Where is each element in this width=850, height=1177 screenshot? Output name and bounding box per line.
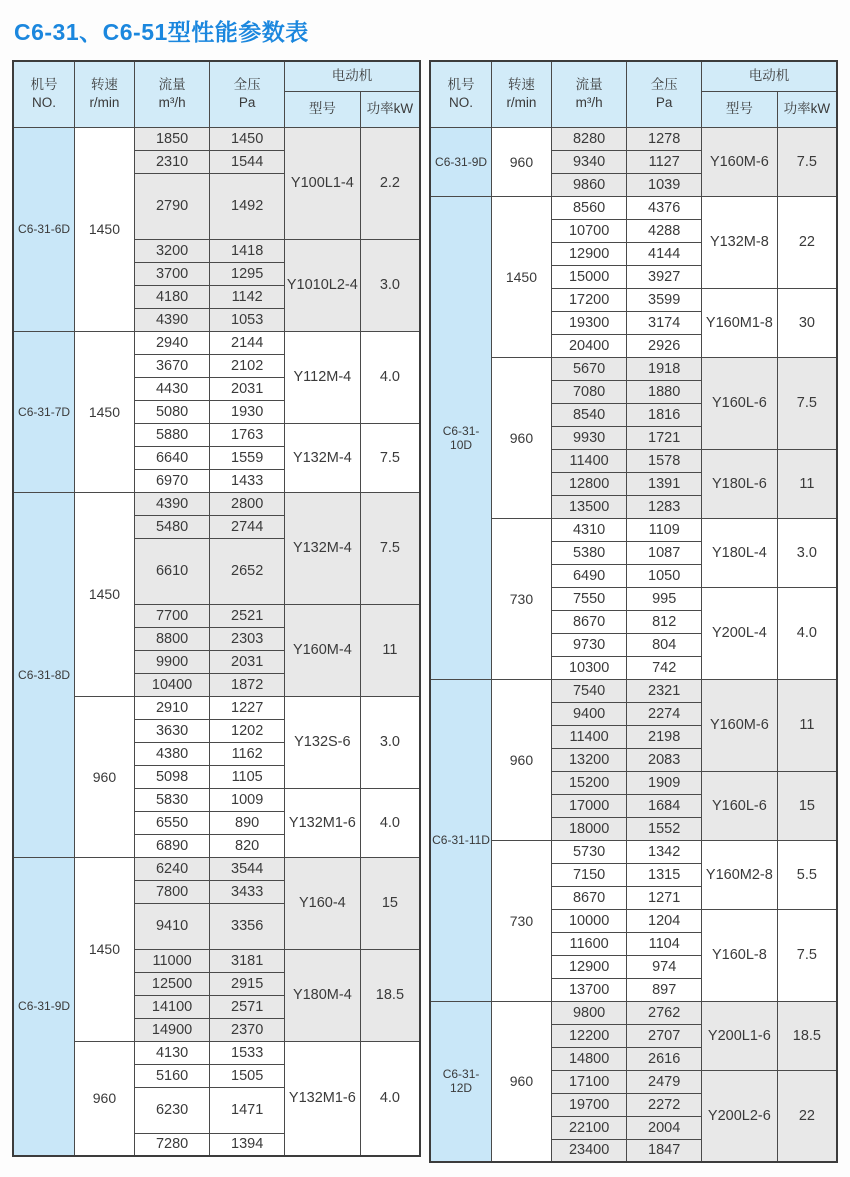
header-pressure: 全压 Pa (627, 61, 702, 127)
motor-model-cell: Y132M-4 (284, 423, 360, 492)
flow-cell: 3630 (134, 719, 210, 742)
power-cell: 11 (777, 679, 837, 771)
flow-cell: 2310 (134, 150, 210, 173)
flow-cell: 11400 (551, 449, 627, 472)
pressure-cell: 1391 (627, 472, 702, 495)
power-cell: 4.0 (777, 587, 837, 679)
pressure-cell: 2004 (627, 1116, 702, 1139)
pressure-cell: 1578 (627, 449, 702, 472)
header-model: 型号 (284, 91, 360, 127)
power-cell: 4.0 (360, 1041, 420, 1156)
motor-model-cell: Y160-4 (284, 857, 360, 949)
flow-cell: 4390 (134, 492, 210, 515)
flow-cell: 6550 (134, 811, 210, 834)
pressure-cell: 1109 (627, 518, 702, 541)
speed-cell: 960 (492, 127, 552, 196)
flow-cell: 6610 (134, 538, 210, 604)
power-cell: 2.2 (360, 127, 420, 239)
motor-model-cell: Y112M-4 (284, 331, 360, 423)
pressure-cell: 1559 (210, 446, 285, 469)
pressure-cell: 897 (627, 978, 702, 1001)
flow-cell: 19700 (551, 1093, 627, 1116)
pressure-cell: 3356 (210, 903, 285, 949)
flow-cell: 8540 (551, 403, 627, 426)
motor-model-cell: Y132S-6 (284, 696, 360, 788)
flow-cell: 5098 (134, 765, 210, 788)
motor-model-cell: Y160M1-8 (701, 288, 777, 357)
pressure-cell: 1127 (627, 150, 702, 173)
pressure-cell: 2321 (627, 679, 702, 702)
flow-cell: 6640 (134, 446, 210, 469)
flow-cell: 2940 (134, 331, 210, 354)
pressure-cell: 2571 (210, 995, 285, 1018)
flow-cell: 4390 (134, 308, 210, 331)
header-no: 机号 NO. (13, 61, 75, 127)
pressure-cell: 2272 (627, 1093, 702, 1116)
pressure-cell: 2652 (210, 538, 285, 604)
pressure-cell: 2479 (627, 1070, 702, 1093)
flow-cell: 1850 (134, 127, 210, 150)
motor-model-cell: Y132M-4 (284, 492, 360, 604)
header-model: 型号 (701, 91, 777, 127)
motor-model-cell: Y180M-4 (284, 949, 360, 1041)
motor-model-cell: Y160L-8 (701, 909, 777, 1001)
flow-cell: 7800 (134, 880, 210, 903)
pressure-cell: 890 (210, 811, 285, 834)
flow-cell: 9800 (551, 1001, 627, 1024)
flow-cell: 9400 (551, 702, 627, 725)
flow-cell: 17100 (551, 1070, 627, 1093)
pressure-cell: 2303 (210, 627, 285, 650)
flow-cell: 17000 (551, 794, 627, 817)
flow-cell: 2910 (134, 696, 210, 719)
flow-cell: 14900 (134, 1018, 210, 1041)
header-power: 功率kW (360, 91, 420, 127)
pressure-cell: 995 (627, 587, 702, 610)
header-flow: 流量 m³/h (551, 61, 627, 127)
flow-cell: 7700 (134, 604, 210, 627)
pressure-cell: 1872 (210, 673, 285, 696)
header-motor: 电动机 (701, 61, 837, 91)
motor-model-cell: Y160L-6 (701, 771, 777, 840)
power-cell: 18.5 (777, 1001, 837, 1070)
flow-cell: 3700 (134, 262, 210, 285)
pressure-cell: 2102 (210, 354, 285, 377)
flow-cell: 7150 (551, 863, 627, 886)
header-pressure: 全压 Pa (210, 61, 285, 127)
speed-cell: 730 (492, 518, 552, 679)
flow-cell: 7080 (551, 380, 627, 403)
power-cell: 15 (360, 857, 420, 949)
flow-cell: 4310 (551, 518, 627, 541)
flow-cell: 18000 (551, 817, 627, 840)
power-cell: 22 (777, 1070, 837, 1162)
power-cell: 18.5 (360, 949, 420, 1041)
pressure-cell: 2198 (627, 725, 702, 748)
flow-cell: 3200 (134, 239, 210, 262)
pressure-cell: 2031 (210, 377, 285, 400)
right-table-slot (429, 60, 838, 1163)
pressure-cell: 742 (627, 656, 702, 679)
speed-cell: 1450 (75, 127, 135, 331)
flow-cell: 4430 (134, 377, 210, 400)
flow-cell: 8280 (551, 127, 627, 150)
pressure-cell: 2707 (627, 1024, 702, 1047)
flow-cell: 15000 (551, 265, 627, 288)
pressure-cell: 820 (210, 834, 285, 857)
pressure-cell: 1552 (627, 817, 702, 840)
machine-no-cell: C6-31-11D (430, 679, 492, 1001)
pressure-cell: 1227 (210, 696, 285, 719)
header-flow: 流量 m³/h (134, 61, 210, 127)
flow-cell: 6490 (551, 564, 627, 587)
pressure-cell: 2083 (627, 748, 702, 771)
flow-cell: 19300 (551, 311, 627, 334)
power-cell: 22 (777, 196, 837, 288)
header-motor: 电动机 (284, 61, 420, 91)
pressure-cell: 2521 (210, 604, 285, 627)
flow-cell: 5670 (551, 357, 627, 380)
power-cell: 11 (360, 604, 420, 696)
header-no: 机号 NO. (430, 61, 492, 127)
motor-model-cell: Y180L-6 (701, 449, 777, 518)
pressure-cell: 1533 (210, 1041, 285, 1064)
flow-cell: 9860 (551, 173, 627, 196)
pressure-cell: 1050 (627, 564, 702, 587)
power-cell: 7.5 (360, 492, 420, 604)
motor-model-cell: Y100L1-4 (284, 127, 360, 239)
pressure-cell: 1271 (627, 886, 702, 909)
pressure-cell: 1295 (210, 262, 285, 285)
motor-model-cell: Y160L-6 (701, 357, 777, 449)
power-cell: 7.5 (777, 357, 837, 449)
speed-cell: 960 (492, 357, 552, 518)
pressure-cell: 2144 (210, 331, 285, 354)
motor-model-cell: Y180L-4 (701, 518, 777, 587)
flow-cell: 2790 (134, 173, 210, 239)
machine-no-cell: C6-31-8D (13, 492, 75, 857)
flow-cell: 9900 (134, 650, 210, 673)
power-cell: 7.5 (777, 127, 837, 196)
pressure-cell: 1162 (210, 742, 285, 765)
page-title: C6-31、C6-51型性能参数表 (14, 19, 309, 45)
motor-model-cell: Y160M-6 (701, 127, 777, 196)
power-cell: 5.5 (777, 840, 837, 909)
motor-model-cell: Y160M-6 (701, 679, 777, 771)
flow-cell: 4180 (134, 285, 210, 308)
power-cell: 4.0 (360, 331, 420, 423)
pressure-cell: 1009 (210, 788, 285, 811)
pressure-cell: 3174 (627, 311, 702, 334)
flow-cell: 20400 (551, 334, 627, 357)
speed-cell: 1450 (492, 196, 552, 357)
pressure-cell: 1909 (627, 771, 702, 794)
pressure-cell: 4376 (627, 196, 702, 219)
flow-cell: 7550 (551, 587, 627, 610)
pressure-cell: 3927 (627, 265, 702, 288)
pressure-cell: 1721 (627, 426, 702, 449)
pressure-cell: 3181 (210, 949, 285, 972)
pressure-cell: 3544 (210, 857, 285, 880)
pressure-cell: 2744 (210, 515, 285, 538)
motor-model-cell: Y200L2-6 (701, 1070, 777, 1162)
pressure-cell: 1315 (627, 863, 702, 886)
flow-cell: 5380 (551, 541, 627, 564)
pressure-cell: 1433 (210, 469, 285, 492)
speed-cell: 1450 (75, 331, 135, 492)
pressure-cell: 1763 (210, 423, 285, 446)
pressure-cell: 2915 (210, 972, 285, 995)
pressure-cell: 1053 (210, 308, 285, 331)
flow-cell: 17200 (551, 288, 627, 311)
motor-model-cell: Y1010L2-4 (284, 239, 360, 331)
power-cell: 4.0 (360, 788, 420, 857)
speed-cell: 1450 (75, 857, 135, 1041)
pressure-cell: 3433 (210, 880, 285, 903)
machine-no-cell: C6-31-9D (13, 857, 75, 1156)
machine-no-cell: C6-31-9D (430, 127, 492, 196)
flow-cell: 11400 (551, 725, 627, 748)
pressure-cell: 3599 (627, 288, 702, 311)
pressure-cell: 2762 (627, 1001, 702, 1024)
header-power: 功率kW (777, 91, 837, 127)
flow-cell: 13200 (551, 748, 627, 771)
flow-cell: 13500 (551, 495, 627, 518)
flow-cell: 14100 (134, 995, 210, 1018)
flow-cell: 6240 (134, 857, 210, 880)
speed-cell: 960 (492, 679, 552, 840)
flow-cell: 8670 (551, 886, 627, 909)
flow-cell: 23400 (551, 1139, 627, 1162)
flow-cell: 12900 (551, 955, 627, 978)
flow-cell: 6890 (134, 834, 210, 857)
pressure-cell: 1684 (627, 794, 702, 817)
flow-cell: 7540 (551, 679, 627, 702)
flow-cell: 8670 (551, 610, 627, 633)
pressure-cell: 1204 (627, 909, 702, 932)
pressure-cell: 1418 (210, 239, 285, 262)
pressure-cell: 1202 (210, 719, 285, 742)
pressure-cell: 1930 (210, 400, 285, 423)
flow-cell: 9340 (551, 150, 627, 173)
pressure-cell: 1142 (210, 285, 285, 308)
flow-cell: 10400 (134, 673, 210, 696)
flow-cell: 10700 (551, 219, 627, 242)
speed-cell: 960 (492, 1001, 552, 1162)
flow-cell: 8560 (551, 196, 627, 219)
flow-cell: 11000 (134, 949, 210, 972)
pressure-cell: 1918 (627, 357, 702, 380)
speed-cell: 960 (75, 696, 135, 857)
right-performance-table (429, 60, 838, 1163)
power-cell: 7.5 (777, 909, 837, 1001)
header-speed: 转速 r/min (75, 61, 135, 127)
header-speed: 转速 r/min (492, 61, 552, 127)
pressure-cell: 2370 (210, 1018, 285, 1041)
machine-no-cell: C6-31-10D (430, 196, 492, 679)
motor-model-cell: Y132M1-6 (284, 788, 360, 857)
motor-model-cell: Y160M2-8 (701, 840, 777, 909)
flow-cell: 12500 (134, 972, 210, 995)
flow-cell: 11600 (551, 932, 627, 955)
pressure-cell: 1342 (627, 840, 702, 863)
power-cell: 7.5 (360, 423, 420, 492)
pressure-cell: 974 (627, 955, 702, 978)
left-table-slot (12, 60, 421, 1157)
flow-cell: 9730 (551, 633, 627, 656)
flow-cell: 5880 (134, 423, 210, 446)
flow-cell: 12200 (551, 1024, 627, 1047)
power-cell: 30 (777, 288, 837, 357)
pressure-cell: 1283 (627, 495, 702, 518)
pressure-cell: 1505 (210, 1064, 285, 1087)
machine-no-cell: C6-31-7D (13, 331, 75, 492)
flow-cell: 4380 (134, 742, 210, 765)
motor-model-cell: Y160M-4 (284, 604, 360, 696)
pressure-cell: 804 (627, 633, 702, 656)
machine-no-cell: C6-31-6D (13, 127, 75, 331)
flow-cell: 8800 (134, 627, 210, 650)
flow-cell: 9930 (551, 426, 627, 449)
pressure-cell: 4144 (627, 242, 702, 265)
pressure-cell: 1087 (627, 541, 702, 564)
flow-cell: 13700 (551, 978, 627, 1001)
pressure-cell: 2800 (210, 492, 285, 515)
motor-model-cell: Y200L1-6 (701, 1001, 777, 1070)
power-cell: 3.0 (360, 696, 420, 788)
flow-cell: 10300 (551, 656, 627, 679)
speed-cell: 960 (75, 1041, 135, 1156)
flow-cell: 10000 (551, 909, 627, 932)
flow-cell: 12900 (551, 242, 627, 265)
power-cell: 11 (777, 449, 837, 518)
pressure-cell: 1450 (210, 127, 285, 150)
pressure-cell: 1492 (210, 173, 285, 239)
speed-cell: 1450 (75, 492, 135, 696)
pressure-cell: 1105 (210, 765, 285, 788)
flow-cell: 14800 (551, 1047, 627, 1070)
flow-cell: 12800 (551, 472, 627, 495)
motor-model-cell: Y132M-8 (701, 196, 777, 288)
flow-cell: 15200 (551, 771, 627, 794)
flow-cell: 5160 (134, 1064, 210, 1087)
tables-container (12, 60, 838, 1163)
flow-cell: 5830 (134, 788, 210, 811)
pressure-cell: 1816 (627, 403, 702, 426)
flow-cell: 5730 (551, 840, 627, 863)
speed-cell: 730 (492, 840, 552, 1001)
machine-no-cell: C6-31-12D (430, 1001, 492, 1162)
left-performance-table (12, 60, 421, 1157)
pressure-cell: 2031 (210, 650, 285, 673)
pressure-cell: 2274 (627, 702, 702, 725)
flow-cell: 3670 (134, 354, 210, 377)
flow-cell: 7280 (134, 1133, 210, 1156)
flow-cell: 6230 (134, 1087, 210, 1133)
motor-model-cell: Y132M1-6 (284, 1041, 360, 1156)
pressure-cell: 1544 (210, 150, 285, 173)
flow-cell: 5080 (134, 400, 210, 423)
pressure-cell: 2926 (627, 334, 702, 357)
pressure-cell: 1104 (627, 932, 702, 955)
flow-cell: 6970 (134, 469, 210, 492)
pressure-cell: 1471 (210, 1087, 285, 1133)
pressure-cell: 812 (627, 610, 702, 633)
power-cell: 3.0 (777, 518, 837, 587)
pressure-cell: 1394 (210, 1133, 285, 1156)
flow-cell: 9410 (134, 903, 210, 949)
power-cell: 3.0 (360, 239, 420, 331)
flow-cell: 5480 (134, 515, 210, 538)
pressure-cell: 1880 (627, 380, 702, 403)
flow-cell: 22100 (551, 1116, 627, 1139)
pressure-cell: 1039 (627, 173, 702, 196)
flow-cell: 4130 (134, 1041, 210, 1064)
pressure-cell: 4288 (627, 219, 702, 242)
motor-model-cell: Y200L-4 (701, 587, 777, 679)
pressure-cell: 1278 (627, 127, 702, 150)
power-cell: 15 (777, 771, 837, 840)
pressure-cell: 1847 (627, 1139, 702, 1162)
pressure-cell: 2616 (627, 1047, 702, 1070)
